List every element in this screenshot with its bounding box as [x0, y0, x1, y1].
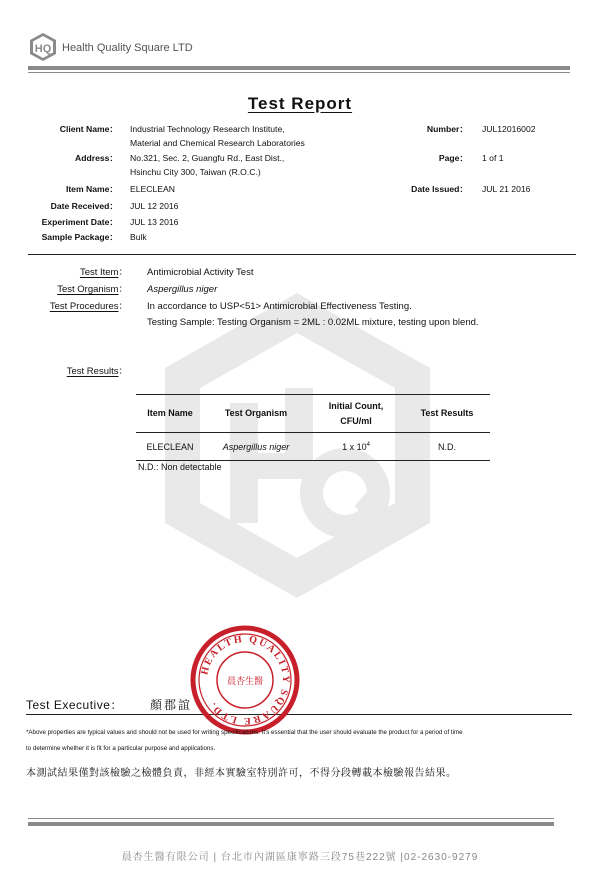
- sample-package-label: Sample Package：: [41, 232, 118, 242]
- col-initial-count: Initial Count, CFU/ml: [308, 395, 404, 433]
- section-divider: [28, 254, 576, 255]
- cell-organism: Aspergillus niger: [204, 433, 308, 461]
- cell-result: N.D.: [404, 433, 490, 461]
- sample-package-value: Bulk: [130, 232, 147, 242]
- nd-note: N.D.: Non detectable: [138, 462, 222, 472]
- test-item-label: Test Item：: [79, 267, 128, 278]
- disclaimer-line2: to determine whether it is fit for a particular purpose and applications.: [26, 745, 216, 752]
- header-rule-thin: [28, 72, 570, 73]
- footer-rule: [28, 822, 554, 826]
- test-organism-label: Test Organism：: [57, 284, 128, 295]
- test-procedures-label: Test Procedures：: [49, 301, 128, 312]
- footer-address: 晨杏生醫有限公司 | 台北市內湖區康寧路三段75巷222號 |02-2630-9279: [121, 852, 479, 863]
- cell-item-name: ELECLEAN: [136, 433, 204, 461]
- svg-text:HQ: HQ: [34, 43, 52, 55]
- date-received-label: Date Received：: [50, 201, 118, 211]
- item-name-label: Item Name：: [65, 184, 118, 194]
- seal-ring-text: HEALTH QUALITY SQUARE LTD.: [199, 633, 292, 727]
- number-label: Number：: [426, 124, 468, 134]
- page-label: Page：: [438, 153, 468, 163]
- cell-initial-count: 1 x $10^4$: [308, 433, 404, 461]
- test-results-label: Test Results：: [66, 366, 128, 377]
- footer-rule-thin: [28, 818, 554, 819]
- seal-center-text: 晨杏生醫: [226, 677, 264, 687]
- report-title: Test Report: [247, 94, 353, 113]
- company-name: Health Quality Square LTD: [62, 42, 193, 54]
- company-seal-icon: [190, 625, 300, 735]
- item-name-value: ELECLEAN: [130, 184, 175, 194]
- date-issued-label: Date Issued：: [411, 184, 468, 194]
- results-table: [136, 394, 490, 461]
- header-rule: [28, 66, 570, 70]
- test-procedures-line2: Testing Sample: Testing Organism = 2ML : 0.02ML mixture, testing upon blend.: [147, 317, 479, 328]
- test-procedures-line1: In accordance to USP<51> Antimicrobial Effectiveness Testing.: [147, 301, 412, 312]
- date-issued-value: JUL 21 2016: [482, 184, 531, 194]
- table-header-row: [136, 395, 490, 433]
- col-test-results: Test Results: [404, 395, 490, 433]
- test-executive-name: 顏郡誼: [150, 698, 193, 712]
- client-name-line2: Material and Chemical Research Laboratories: [130, 138, 305, 148]
- number-value: JUL12016002: [482, 124, 536, 134]
- page-value: 1 of 1: [482, 153, 504, 163]
- table-row: [136, 433, 490, 461]
- hq-cube-logo-icon: [28, 32, 58, 62]
- experiment-date-value: JUL 13 2016: [130, 217, 179, 227]
- cn-disclaimer: 本測試結果僅對該檢驗之檢體負責，非經本實驗室特別許可，不得分段轉載本檢驗報告結果。: [26, 768, 457, 779]
- test-item-value: Antimicrobial Activity Test: [147, 267, 254, 278]
- client-name-line1: Industrial Technology Research Institute,: [130, 124, 285, 134]
- disclaimer-line1: *Above properties are typical values and should not be used for writing specifications. It's essential that the user should evaluate the product for a period of time: [26, 729, 463, 736]
- address-line1: No.321, Sec. 2, Guangfu Rd., East Dist.,: [130, 153, 285, 163]
- test-organism-value: Aspergillus niger: [147, 284, 218, 295]
- col-test-organism: Test Organism: [204, 395, 308, 433]
- date-received-value: JUL 12 2016: [130, 201, 179, 211]
- client-name-label: Client Name：: [59, 124, 118, 134]
- address-label: Address：: [75, 153, 118, 163]
- test-executive-label: Test Executive：: [26, 698, 123, 712]
- experiment-date-label: Experiment Date：: [41, 217, 118, 227]
- address-line2: Hsinchu City 300, Taiwan (R.O.C.): [130, 167, 261, 177]
- col-item-name: Item Name: [136, 395, 204, 433]
